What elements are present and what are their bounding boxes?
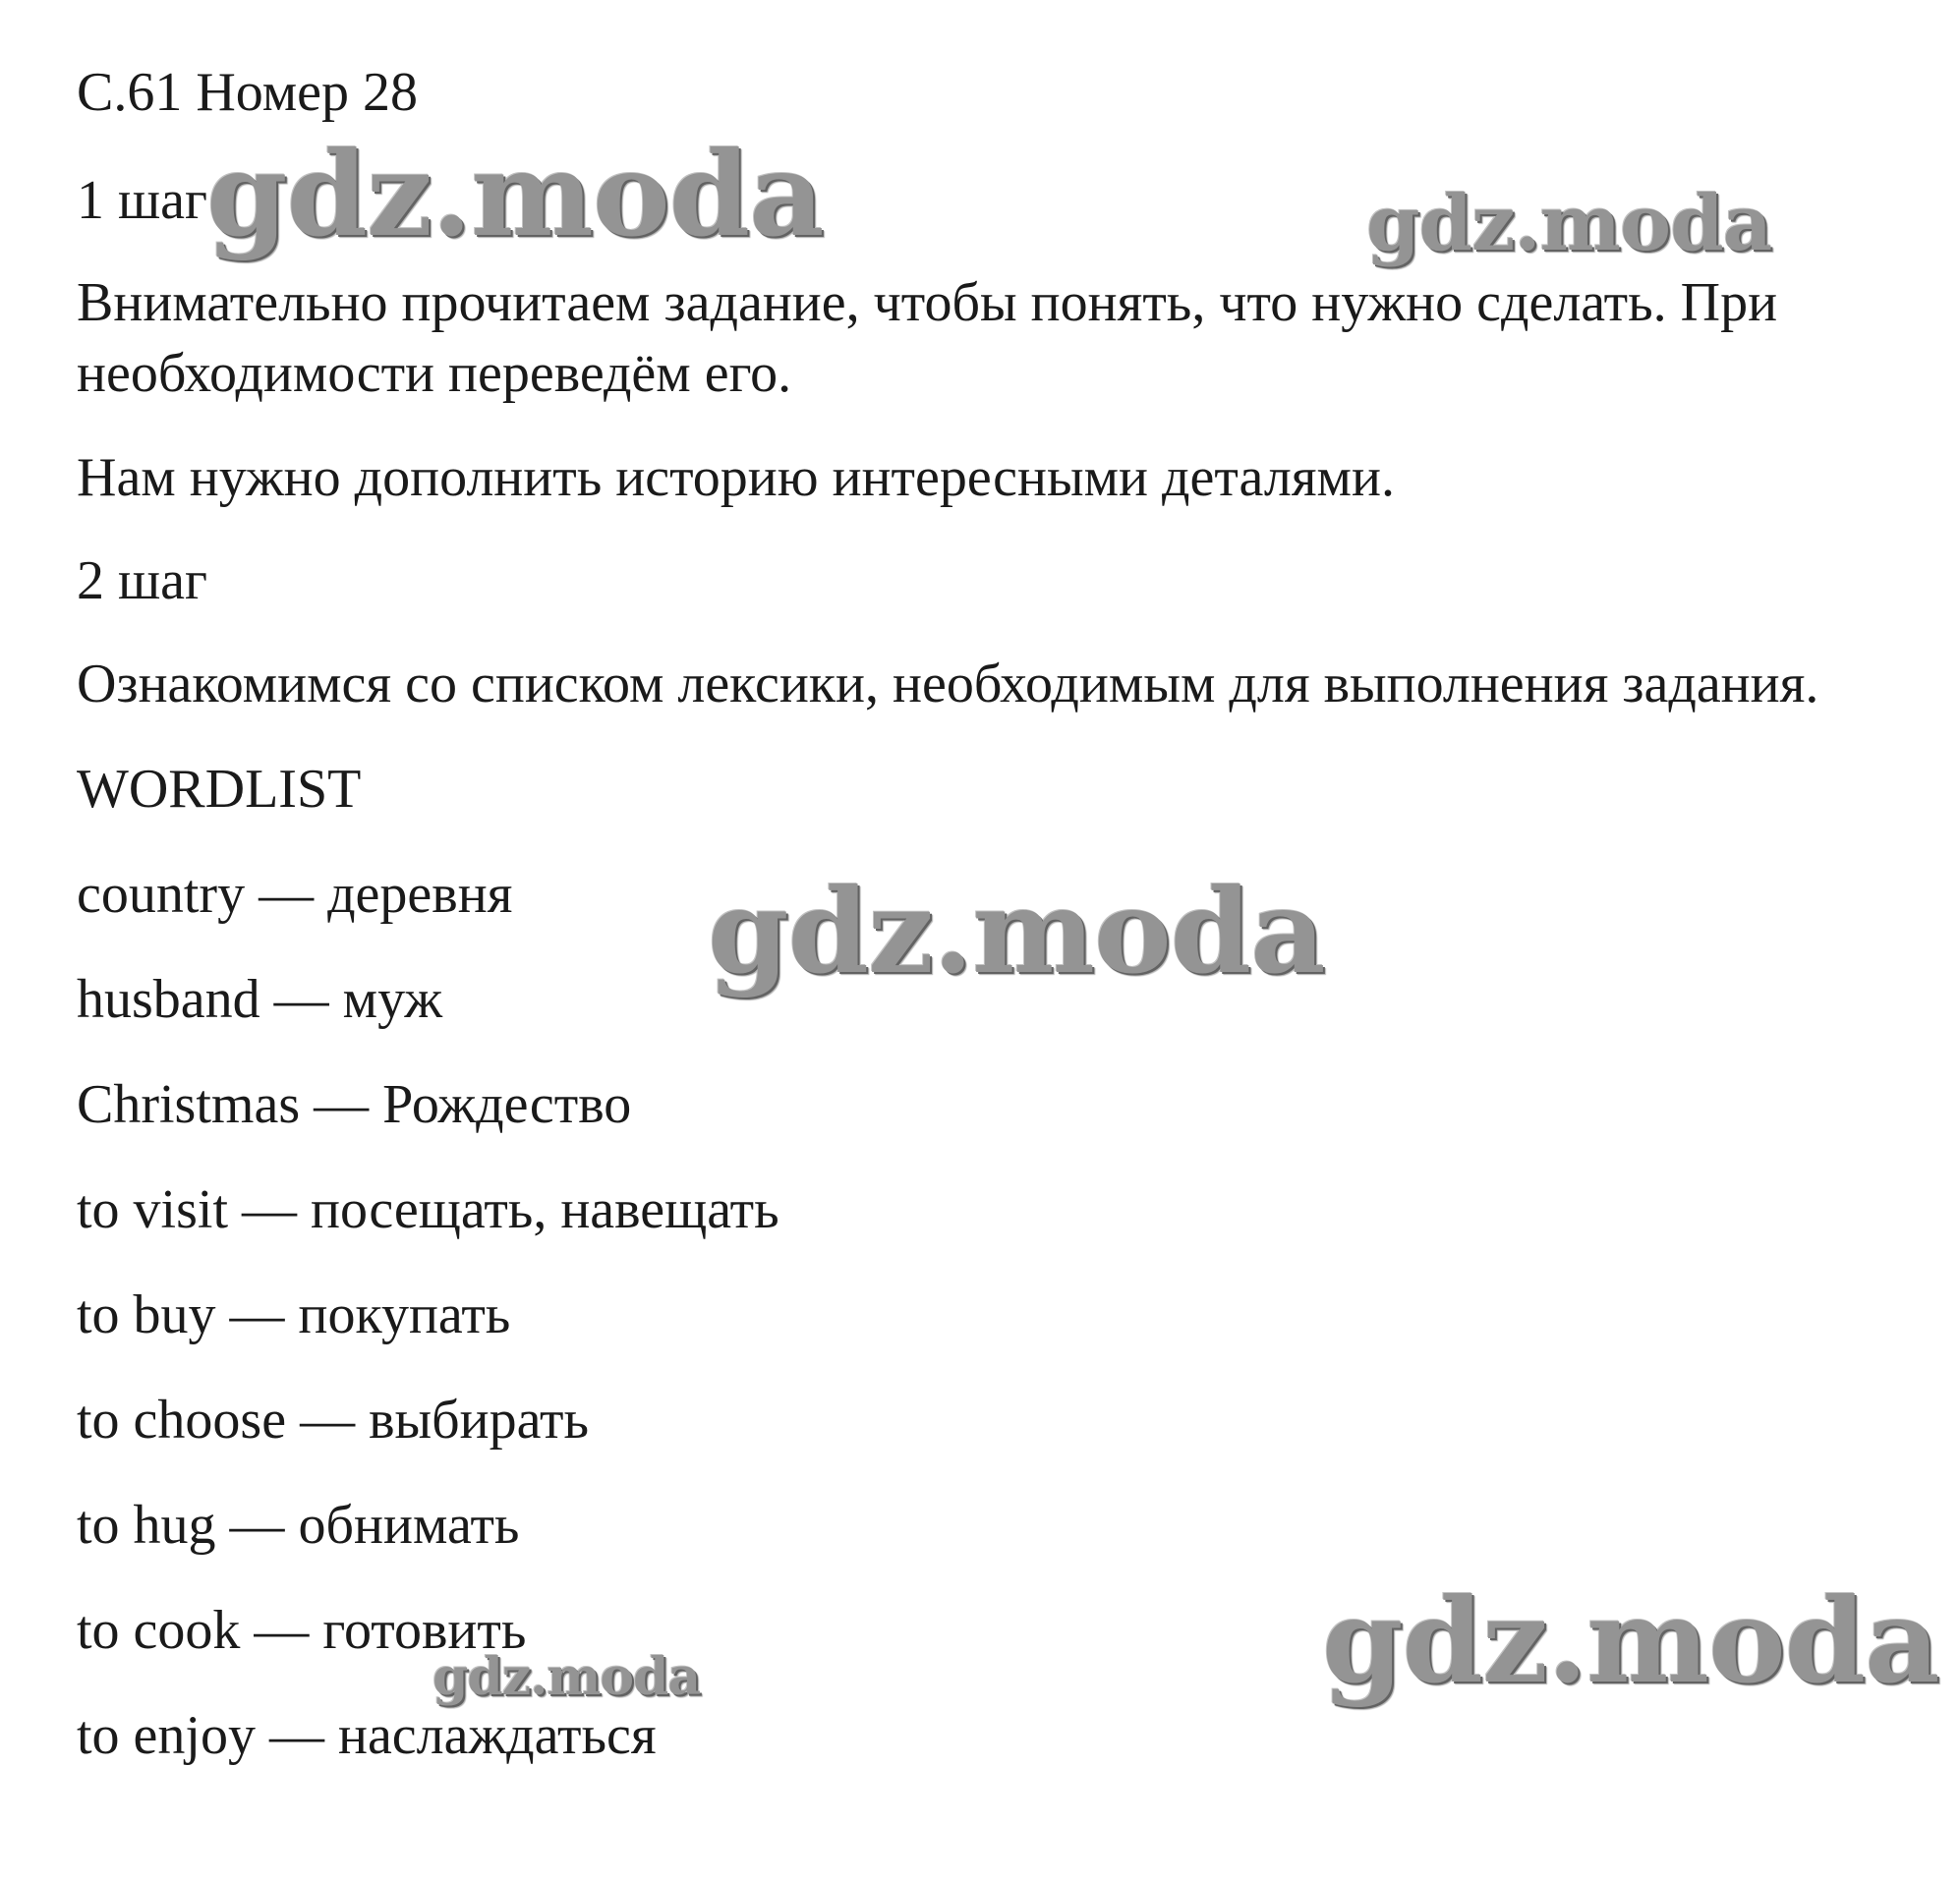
watermark-logo: gdz.moda — [1322, 1572, 1939, 1709]
wordlist-item: to choose — выбирать — [77, 1390, 590, 1451]
wordlist-item: to visit — посещать, навещать — [77, 1179, 779, 1240]
wordlist-item: husband — муж — [77, 969, 443, 1030]
wordlist-item: Christmas — Рождество — [77, 1074, 632, 1135]
watermark-logo: gdz.moda — [432, 1647, 701, 1707]
wordlist-item: to buy — покупать — [77, 1284, 511, 1345]
watermark-logo: gdz.moda — [206, 126, 824, 262]
step-1-paragraph-1: Внимательно прочитаем задание, чтобы понять, что нужно сделать. При необходимости переведём его. — [77, 272, 1778, 404]
step-2-label: 2 шаг — [77, 550, 207, 611]
page-title: С.61 Номер 28 — [77, 62, 419, 123]
watermark-logo: gdz.moda — [1366, 179, 1772, 268]
wordlist-item: to cook — готовить — [77, 1600, 527, 1661]
wordlist-heading: WORDLIST — [77, 759, 362, 820]
wordlist-item: to enjoy — наслаждаться — [77, 1705, 657, 1766]
wordlist-item: to hug — обнимать — [77, 1495, 520, 1556]
wordlist-item: country — деревня — [77, 864, 513, 925]
step-1-label: 1 шаг — [77, 170, 207, 231]
step-1-paragraph-2: Нам нужно дополнить историю интересными деталями. — [77, 447, 1395, 508]
watermark-logo: gdz.moda — [708, 863, 1325, 999]
step-2-paragraph-1: Ознакомимся со списком лексики, необходимым для выполнения задания. — [77, 654, 1819, 714]
